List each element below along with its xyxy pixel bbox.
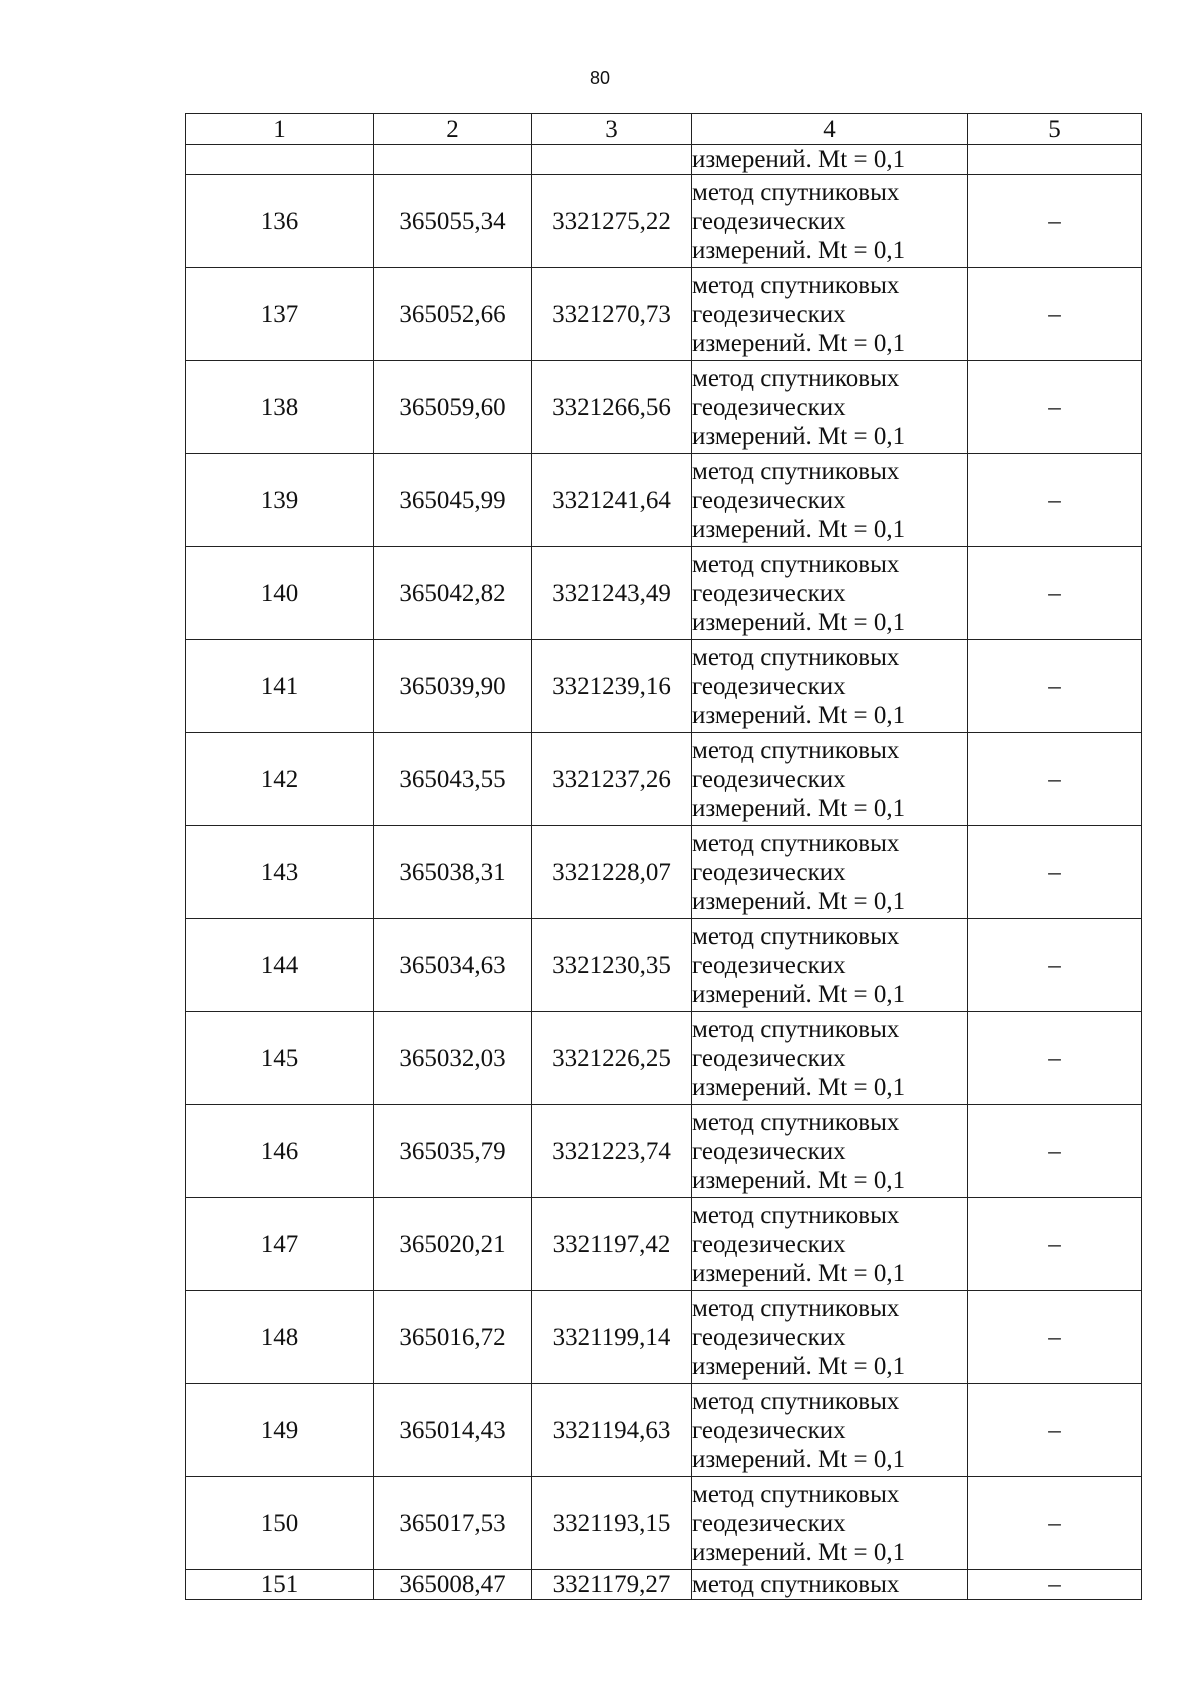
- cell-coord-x: 365059,60: [374, 361, 532, 454]
- method-line: геодезических: [692, 1044, 846, 1072]
- cell-point-number: 137: [186, 268, 374, 361]
- table-body: [186, 145, 1142, 1600]
- cell-point-number: 150: [186, 1477, 374, 1570]
- method-line: геодезических: [692, 486, 846, 514]
- cell-coord-x: 365052,66: [374, 268, 532, 361]
- cell-note: –: [968, 640, 1142, 733]
- cell-method: [692, 1384, 968, 1477]
- method-line: геодезических: [692, 300, 846, 328]
- cell-coord-x: 365039,90: [374, 640, 532, 733]
- column-header-3: 3: [532, 114, 692, 145]
- cell-note: –: [968, 547, 1142, 640]
- method-line: геодезических: [692, 207, 846, 235]
- cell-coord-y: 3321270,73: [532, 268, 692, 361]
- method-line: метод спутниковых: [692, 922, 900, 950]
- cell-coord-x: 365016,72: [374, 1291, 532, 1384]
- table-row: [186, 1384, 1142, 1477]
- column-header-2: 2: [374, 114, 532, 145]
- table-row: [186, 733, 1142, 826]
- cell-note: –: [968, 1477, 1142, 1570]
- method-line: измерений. Mt = 0,1: [692, 1259, 906, 1287]
- method-line: метод спутниковых: [692, 736, 900, 764]
- cell-coord-x: 365038,31: [374, 826, 532, 919]
- cell-coord-y: 3321179,27: [532, 1570, 692, 1600]
- method-line: метод спутниковых: [692, 1015, 900, 1043]
- cell-coord-x: 365055,34: [374, 175, 532, 268]
- method-line: геодезических: [692, 672, 846, 700]
- cell-coord-x: 365043,55: [374, 733, 532, 826]
- coordinates-table: [185, 113, 1142, 1600]
- table-row: [186, 175, 1142, 268]
- cell-note: –: [968, 1384, 1142, 1477]
- cell-note: –: [968, 919, 1142, 1012]
- cell-coord-y: 3321237,26: [532, 733, 692, 826]
- method-line: геодезических: [692, 579, 846, 607]
- method-line: измерений. Mt = 0,1: [692, 1352, 906, 1380]
- method-line: измерений. Mt = 0,1: [692, 887, 906, 915]
- cell-method: [692, 1291, 968, 1384]
- cell-note: –: [968, 1291, 1142, 1384]
- cell-method: [692, 919, 968, 1012]
- cell-point-number: 143: [186, 826, 374, 919]
- method-line: измерений. Mt = 0,1: [692, 1073, 906, 1101]
- method-line: метод спутниковых: [692, 550, 900, 578]
- method-line: метод спутниковых: [692, 829, 900, 857]
- cell-coord-y: 3321275,22: [532, 175, 692, 268]
- page-number: 80: [589, 68, 611, 88]
- cell-coord-y: 3321241,64: [532, 454, 692, 547]
- cell-point-number: 142: [186, 733, 374, 826]
- cell-method: [692, 826, 968, 919]
- cell-point-number: 147: [186, 1198, 374, 1291]
- method-line: геодезических: [692, 1509, 846, 1537]
- cell-coord-x: 365017,53: [374, 1477, 532, 1570]
- cell-coord-x: 365034,63: [374, 919, 532, 1012]
- method-line: измерений. Mt = 0,1: [692, 236, 906, 264]
- cell-method-continued: измерений. Mt = 0,1: [692, 145, 968, 175]
- cell-coord-y: 3321243,49: [532, 547, 692, 640]
- cell-method: [692, 640, 968, 733]
- cell-empty: [374, 145, 532, 175]
- cell-note: –: [968, 733, 1142, 826]
- cell-coord-y: 3321226,25: [532, 1012, 692, 1105]
- table-row: [186, 826, 1142, 919]
- cell-point-number: 146: [186, 1105, 374, 1198]
- cell-method: [692, 547, 968, 640]
- cell-note: –: [968, 1570, 1142, 1600]
- method-line: метод спутниковых: [692, 271, 900, 299]
- table-row: [186, 361, 1142, 454]
- method-line: метод спутниковых: [692, 1108, 900, 1136]
- cell-point-number: 140: [186, 547, 374, 640]
- cell-note: –: [968, 361, 1142, 454]
- table-row: [186, 268, 1142, 361]
- method-line: измерений. Mt = 0,1: [692, 1445, 906, 1473]
- continuation-row: [186, 145, 1142, 175]
- cell-coord-x: 365032,03: [374, 1012, 532, 1105]
- cell-note: –: [968, 175, 1142, 268]
- method-line: измерений. Mt = 0,1: [692, 515, 906, 543]
- cell-note: –: [968, 1012, 1142, 1105]
- method-line: измерений. Mt = 0,1: [692, 701, 906, 729]
- cell-coord-y: 3321193,15: [532, 1477, 692, 1570]
- method-line: метод спутниковых: [692, 1387, 900, 1415]
- method-line: геодезических: [692, 951, 846, 979]
- cell-point-number: 138: [186, 361, 374, 454]
- method-line: измерений. Mt = 0,1: [692, 608, 906, 636]
- cell-method: [692, 1012, 968, 1105]
- cell-method: [692, 175, 968, 268]
- cell-point-number: 145: [186, 1012, 374, 1105]
- cell-coord-x: 365042,82: [374, 547, 532, 640]
- cell-method: метод спутниковых: [692, 1570, 968, 1600]
- header-row: [186, 114, 1142, 145]
- table-row: [186, 1198, 1142, 1291]
- cell-coord-x: 365045,99: [374, 454, 532, 547]
- table-row: [186, 1477, 1142, 1570]
- cell-coord-y: 3321230,35: [532, 919, 692, 1012]
- method-line: метод спутниковых: [692, 1294, 900, 1322]
- cell-coord-y: 3321266,56: [532, 361, 692, 454]
- cell-method: [692, 1477, 968, 1570]
- cell-note: –: [968, 268, 1142, 361]
- method-line: геодезических: [692, 1323, 846, 1351]
- method-line: измерений. Mt = 0,1: [692, 422, 906, 450]
- cell-empty: [968, 145, 1142, 175]
- cell-coord-x: 365008,47: [374, 1570, 532, 1600]
- table-row: [186, 1105, 1142, 1198]
- method-line: метод спутниковых: [692, 1201, 900, 1229]
- method-line: геодезических: [692, 393, 846, 421]
- table-row: [186, 640, 1142, 733]
- cell-coord-x: 365035,79: [374, 1105, 532, 1198]
- column-header-5: 5: [968, 114, 1142, 145]
- cell-coord-y: 3321194,63: [532, 1384, 692, 1477]
- cell-point-number: 149: [186, 1384, 374, 1477]
- method-line: метод спутниковых: [692, 364, 900, 392]
- cell-empty: [186, 145, 374, 175]
- method-line: измерений. Mt = 0,1: [692, 980, 906, 1008]
- cell-coord-x: 365020,21: [374, 1198, 532, 1291]
- method-line: геодезических: [692, 765, 846, 793]
- cell-method: [692, 454, 968, 547]
- cell-point-number: 141: [186, 640, 374, 733]
- cell-coord-x: 365014,43: [374, 1384, 532, 1477]
- table-row: [186, 1012, 1142, 1105]
- cell-note: –: [968, 454, 1142, 547]
- method-line: метод спутниковых: [692, 643, 900, 671]
- table-row: [186, 1291, 1142, 1384]
- table-row: [186, 919, 1142, 1012]
- table-row-partial: [186, 1570, 1142, 1600]
- cell-method: [692, 268, 968, 361]
- method-line: метод спутниковых: [692, 1480, 900, 1508]
- method-line: геодезических: [692, 1416, 846, 1444]
- method-line: геодезических: [692, 1137, 846, 1165]
- cell-method: [692, 361, 968, 454]
- table-row: [186, 547, 1142, 640]
- method-line: метод спутниковых: [692, 457, 900, 485]
- method-line: измерений. Mt = 0,1: [692, 1538, 906, 1566]
- cell-point-number: 139: [186, 454, 374, 547]
- method-line: геодезических: [692, 1230, 846, 1258]
- cell-coord-y: 3321197,42: [532, 1198, 692, 1291]
- cell-empty: [532, 145, 692, 175]
- column-header-4: 4: [692, 114, 968, 145]
- cell-method: [692, 1105, 968, 1198]
- cell-point-number: 144: [186, 919, 374, 1012]
- method-line: измерений. Mt = 0,1: [692, 794, 906, 822]
- cell-note: –: [968, 826, 1142, 919]
- method-line: метод спутниковых: [692, 178, 900, 206]
- cell-point-number: 136: [186, 175, 374, 268]
- cell-point-number: 148: [186, 1291, 374, 1384]
- method-line: геодезических: [692, 858, 846, 886]
- cell-note: –: [968, 1198, 1142, 1291]
- method-line: измерений. Mt = 0,1: [692, 1166, 906, 1194]
- cell-note: –: [968, 1105, 1142, 1198]
- cell-coord-y: 3321239,16: [532, 640, 692, 733]
- column-header-1: 1: [186, 114, 374, 145]
- cell-point-number: 151: [186, 1570, 374, 1600]
- cell-coord-y: 3321199,14: [532, 1291, 692, 1384]
- method-line: измерений. Mt = 0,1: [692, 329, 906, 357]
- cell-method: [692, 1198, 968, 1291]
- cell-coord-y: 3321223,74: [532, 1105, 692, 1198]
- cell-coord-y: 3321228,07: [532, 826, 692, 919]
- cell-method: [692, 733, 968, 826]
- table-row: [186, 454, 1142, 547]
